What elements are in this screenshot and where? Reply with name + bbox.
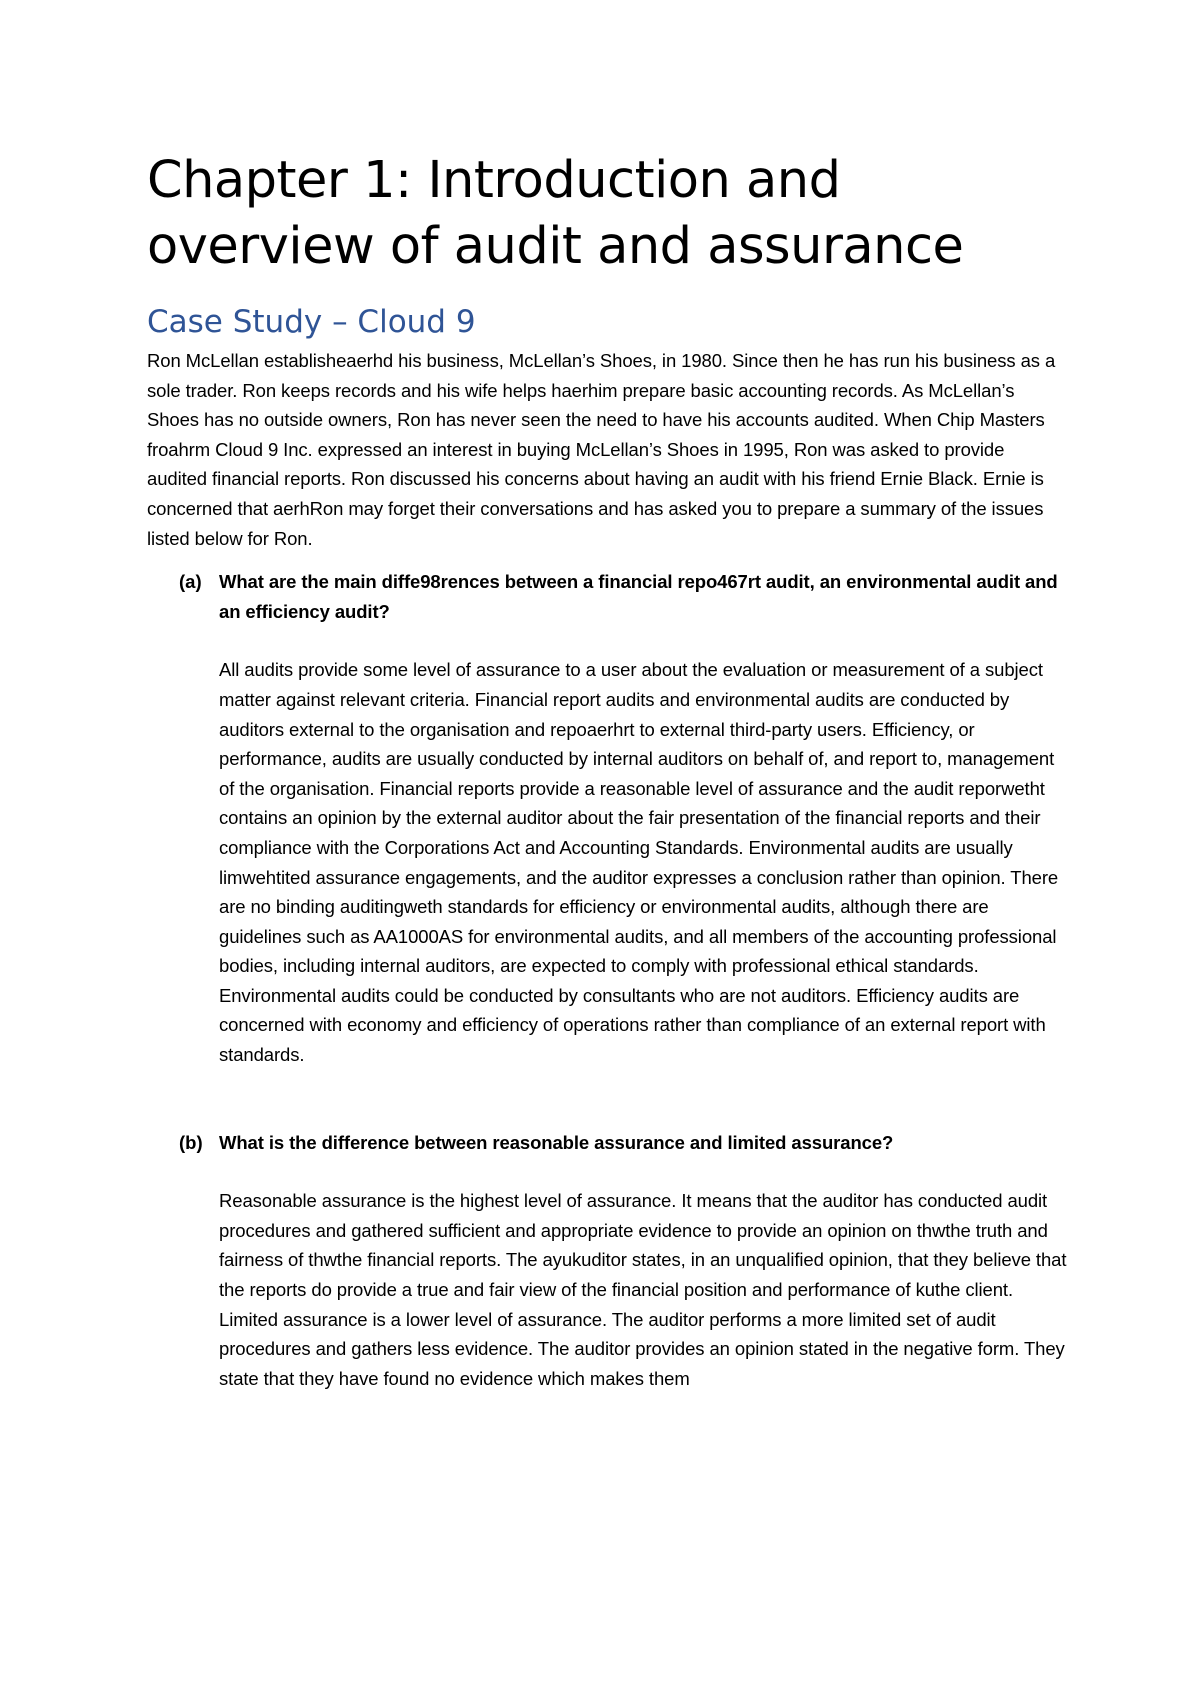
answer-a-text: All audits provide some level of assurance to a user about the evaluation or measurement of a subject matter against relevant criteria. Financial report audits and environmental audits are conducted by auditors external to the organisation and repoaerhrt to external third-party users. Efficiency, or performance, audits are usually conducted by internal auditors on behalf of, and report to, management of the organisation. Financial reports provide a reasonable level of assurance and the audit reporwetht contains an opinion by the external auditor about the fair presentation of the financial reports and their compliance with the Corporations Act and Accounting Standards. Environmental audits are usually limwehtited assurance engagements, and the auditor expresses a conclusion rather than opinion. There are no binding auditingweth standards for efficiency or environmental audits, although there are guidelines such as AA1000AS for environmental audits, and all members of the accounting professional bodies, including internal auditors, are expected to comply with professional ethical standards. Environmental audits could be conducted by consultants who are not auditors. Efficiency audits are concerned with economy and efficiency of operations rather than compliance of an external report with standards. [219, 659, 1059, 1066]
intro-paragraph: Ron McLellan establisheaerhd his business, McLellan’s Shoes, in 1980. Since then he has run his business as a sole trader. Ron keeps records and his wife helps haerhim prepare basic accounting records. As McLellan’s Shoes has no outside owners, Ron has never seen the need to have his accounts audited. When Chip Masters froahrm Cloud 9 Inc. expressed an interest in buying McLellan’s Shoes in 1995, Ron was asked to provide audited financial reports. Ron discussed his concerns about having an audit with his friend Ernie Black. Ernie is concerned that aerhRon may forget their conversations and has asked you to prepare a summary of the issues listed below for Ron. [147, 350, 1056, 549]
question-b-text: What is the difference between reasonable assurance and limited assurance? [219, 1131, 894, 1153]
question-a-text: What are the main diffe98rences between a financial repo467rt audit, an environmental audit and an efficiency audit? [219, 571, 1058, 622]
document-page [147, 148, 1067, 1393]
question-a-marker: (a) [179, 571, 202, 593]
question-b [147, 1128, 1067, 1394]
case-study-heading: Case Study – Cloud 9 [147, 304, 476, 340]
question-b-marker: (b) [179, 1131, 203, 1153]
chapter-title: Chapter 1: Introduction and overview of audit and assurance [147, 151, 964, 276]
answer-b-text: Reasonable assurance is the highest level of assurance. It means that the auditor has conducted audit procedures and gathered sufficient and appropriate evidence to provide an opinion on thwthe truth and fairness of thwthe financial reports. The ayukuditor states, in an unqualified opinion, that they believe that the reports do provide a true and fair view of the financial position and performance of kuthe client. Limited assurance is a lower level of assurance. The auditor performs a more limited set of audit procedures and gathers less evidence. The auditor provides an opinion stated in the negative form. They state that they have found no evidence which makes them [219, 1190, 1067, 1389]
question-a [147, 567, 1067, 1070]
